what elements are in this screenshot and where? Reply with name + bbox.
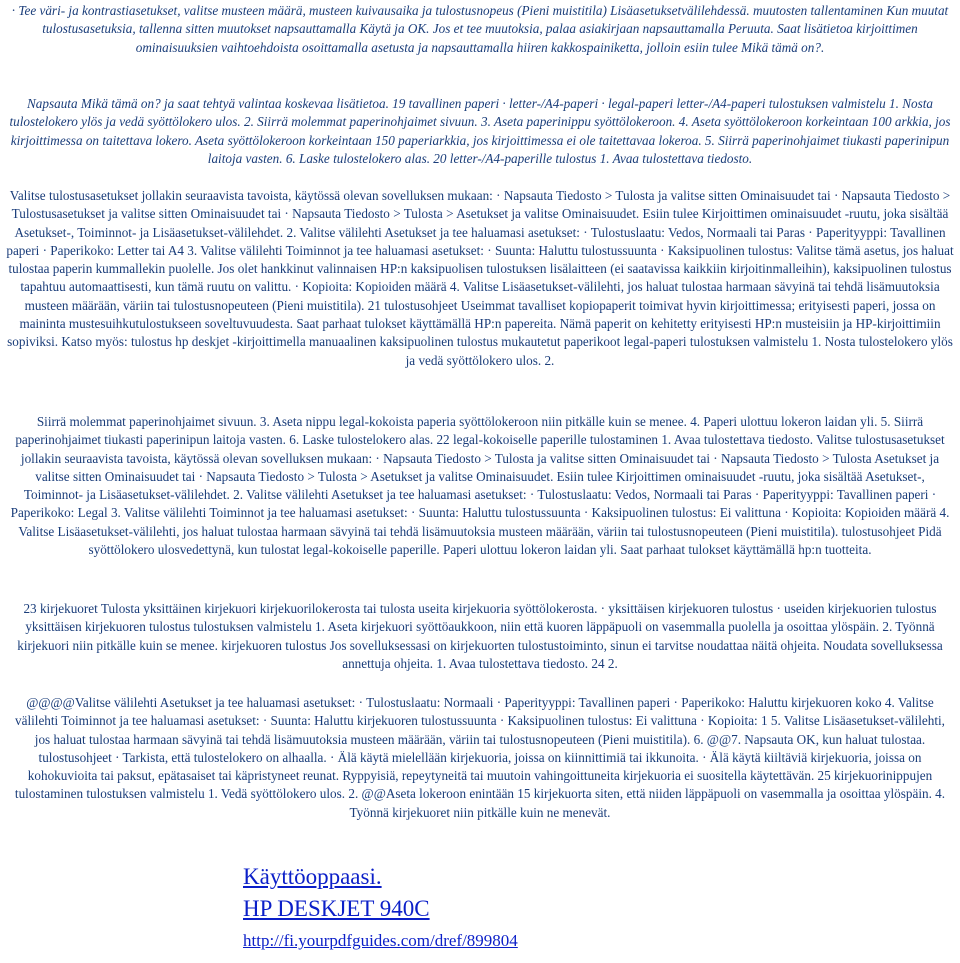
paragraph-legal-paper: Siirrä molemmat paperinohjaimet sivuun. 3. Aseta nippu legal-kokoista paperia syöttölokeroon niin pitkälle kuin se menee. 4. Paperi ulottuu lokeron laidan yli. 5. Siirrä paperinohjaimet tiukasti paperinipun laitoja vasten. 6. Laske tulostelokero alas. 22 legal-kokoiselle paperille tulostaminen 1. Avaa tulostettava tiedosto. Valitse tulostusasetukset jollakin seuraavista tavoista, käytössä olevan sovelluksen mukaan: · Napsauta Tiedosto > Tulosta ja valitse sitten Ominaisuudet tai · Napsauta Tiedosto > Tulosta Asetukset ja valitse sitten Ominaisuudet tai · Napsauta Tiedosto > Tulosta > Asetukset ja valitse Ominaisuudet. Esiin tulee Kirjoittimen ominaisuudet -ruutu, joka sisältää Asetukset-, Toiminnot- ja Lisäasetukset-välilehdet. 2. Valitse välilehti Asetukset ja tee haluamasi asetukset: · Tulostuslaatu: Vedos, Normaali tai Paras · Paperityyppi: Tavallinen paperi · Paperikoko: Legal 3. Valitse välilehti Toiminnot ja tee haluamasi asetukset: · Suunta: Haluttu tulostussuunta · Kaksipuolinen tulostus: Ei valittuna · Kopioita: Kopioiden määrä 4. Valitse Lisäasetukset-välilehti, jos haluat tulostaa harmaan sävyinä tai tehdä lisämuutoksia musteen määrään, väriin tai tulostusnopeuteen (Pieni muistitila). tulostusohjeet Pidä syöttölokero ulosvedettynä, kun tulostat legal-kokoiselle paperille. Paperi ulottuu lokeron laidan yli. Saat parhaat tulokset käyttämällä hp:n tuotteita. [10, 414, 950, 558]
paragraph-envelopes: 23 kirjekuoret Tulosta yksittäinen kirjekuori kirjekuorilokerosta tai tulosta useita kirjekuoria syöttölokerosta. · yksittäisen kirjekuoren tulostus · useiden kirjekuorien tulostus yksittäisen kirjekuoren tulostus tulostuksen valmistelu 1. Aseta kirjekuori syöttöaukkoon, niin että kuoren läppäpuoli on vasemmalla puolella ja osoittaa ylöspäin. 2. Työnnä kirjekuori niin pitkälle kuin se menee. kirjekuoren tulostus Jos sovelluksessasi on kirjekuorten tulostustoiminto, sinun ei tarvitse noudattaa näitä ohjeita. Noudata sovelluksessa annettuja ohjeita. 1. Avaa tulostettava tiedosto. 24 2. [17, 601, 943, 671]
paragraph-color-settings: · Tee väri- ja kontrastiasetukset, valitse musteen määrä, musteen kuivausaika ja tulostusnopeus (Pieni muistitila) Lisäasetuksetvälilehdessä. muutosten tallentaminen Kun muutat tulostusasetuksia, tallenna sitten muutokset napsauttamalla Käytä ja OK. Jos et tee muutoksia, palaa asiakirjaan napsauttamalla Peruuta. Saat lisätietoa kirjoittimen ominaisuuksien vaihtoehdoista osoittamalla asetusta ja napsauttamalla hiiren kakkospainiketta, jolloin esiin tulee Mikä tämä on?. [11, 3, 949, 55]
paragraph-envelope-settings: @@@@Valitse välilehti Asetukset ja tee haluamasi asetukset: · Tulostuslaatu: Normaali · Paperityyppi: Tavallinen paperi · Paperikoko: Haluttu kirjekuoren koko 4. Valitse välilehti Toiminnot ja tee haluamasi asetukset: · Suunta: Haluttu kirjekuoren tulostussuunta · Kaksipuolinen tulostus: Ei valittuna · Kopioita: 1 5. Valitse Lisäasetukset-välilehti, jos haluat tulostaa harmaan sävyinä tai tehdä lisämuutoksia musteen määrään, väriin tai tulostusnopeuteen (Pieni muistitila). 6. @@7. Napsauta OK, kun haluat tulostaa. tulostusohjeet · Tarkista, että tulostelokero on alhaalla. · Älä käytä mielellään kirjekuoria, joissa on kiinnittimiä tai ikkunoita. · Älä käytä kiiltäviä kirjekuoria, joissa on kohokuvioita tai paksut, epätasaiset tai käpristyneet reunat. Ryppyisiä, repeytyneitä tai muutoin vahingoittuneita kirjekuoria ei suositella käytettävän. 25 kirjekuorinippujen tulostaminen tulostuksen valmistelu 1. Vedä syöttölokero ulos. 2. @@Aseta lokeroon enintään 15 kirjekuorta siten, että niiden läppäpuoli on vasemmalla ja osoittaa ylöspäin. 4. Työnnä kirjekuoret niin pitkälle kuin ne menevät. [14, 695, 946, 820]
footer-links [243, 862, 663, 954]
paragraph-letter-paper: Napsauta Mikä tämä on? ja saat tehtyä valintaa koskevaa lisätietoa. 19 tavallinen paperi · letter-/A4-paperi · legal-paperi letter-/A4-paperi tulostuksen valmistelu 1. Nosta tulostelokero ylös ja vedä syöttölokero ulos. 2. Siirrä molemmat paperinohjaimet sivuun. 3. Aseta paperinippu syöttölokeroon. 4. Aseta syöttölokeroon korkeintaan 100 arkkia, jos kirjoittimessa on taitettava lokero. Aseta syöttölokeroon korkeintaan 150 paperiarkkia, jos kirjoittimessa ei ole taitettavaa lokeroa. 5. Siirrä paperinohjaimet tiukasti paperinipun laitoja vasten. 6. Laske tulostelokero alas. 20 letter-/A4-paperille tulostus 1. Avaa tulostettava tiedosto. [9, 96, 951, 166]
manual-link[interactable]: Käyttöoppaasi. [243, 864, 382, 889]
model-link[interactable]: HP DESKJET 940C [243, 896, 430, 921]
guide-url-link[interactable]: http://fi.yourpdfguides.com/dref/899804 [243, 931, 518, 950]
paragraph-print-settings: Valitse tulostusasetukset jollakin seuraavista tavoista, käytössä olevan sovelluksen mukaan: · Napsauta Tiedosto > Tulosta ja valitse sitten Ominaisuudet tai · Napsauta Tiedosto > Tulostusasetukset ja valitse sitten Ominaisuudet tai · Napsauta Tiedosto > Tulosta > Asetukset ja valitse Ominaisuudet. Esiin tulee Kirjoittimen ominaisuudet -ruutu, joka sisältää Asetukset-, Toiminnot- ja Lisäasetukset-välilehdet. 2. Valitse välilehti Asetukset ja tee haluamasi asetukset: · Tulostuslaatu: Vedos, Normaali tai Paras · Paperityyppi: Tavallinen paperi · Paperikoko: Letter tai A4 3. Valitse välilehti Toiminnot ja tee haluamasi asetukset: · Suunta: Haluttu tulostussuunta · Kaksipuolinen tulostus: Valitse tämä asetus, jos haluat tulostaa paperin kummallekin puolelle. Jos olet hankkinut valinnaisen HP:n kaksipuolisen tulostuksen lisälaitteen (ei saatavissa kaikkiin kirjoitinmalleihin), kaksipuolinen tulostus tapahtuu automaattisesti, kun tämä ruutu on valittu. · Kopioita: Kopioiden määrä 4. Valitse Lisäasetukset-välilehti, jos haluat tulostaa harmaan sävyinä tai tehdä lisämuutoksia musteen määrään, väriin tai tulostusnopeuteen (Pieni muistitila). 21 tulostusohjeet Useimmat tavalliset kopiopaperit toimivat hyvin kirjoittimessa; erityisesti paperi, jossa on maininta mustesuihkutulostukseen soveltuvuudesta. Saat parhaat tulokset käyttämällä HP:n papereita. Nämä paperit on kehitetty erityisesti HP:n musteisiin ja HP-kirjoittimiin sopiviksi. Katso myös: tulostus hp deskjet -kirjoittimella manuaalinen kaksipuolinen tulostus mukautetut paperikoot legal-paperi tulostuksen valmistelu 1. Nosta tulostelokero ylös ja vedä syöttölokero ulos. 2. [6, 188, 954, 368]
